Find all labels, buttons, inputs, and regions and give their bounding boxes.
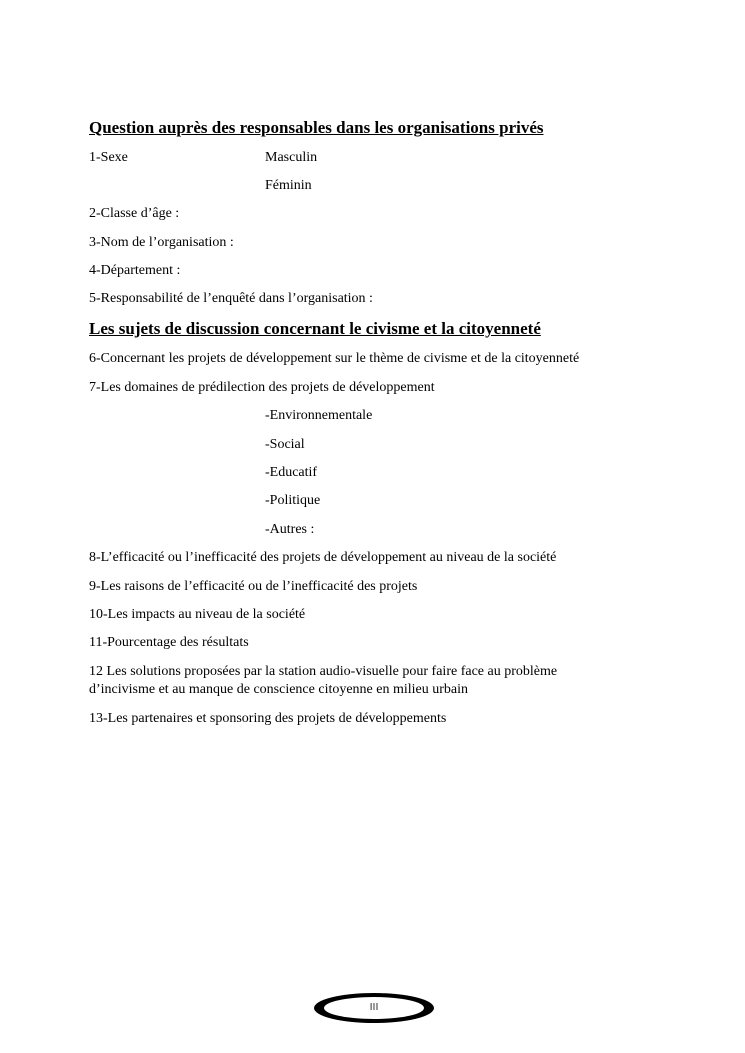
question-4: 4-Département : [89,263,181,278]
question-7-option: -Social [265,437,305,452]
question-12-line-1: 12 Les solutions proposées par la station audio-visuelle pour faire face au problème [89,664,558,679]
question-7-option: -Politique [265,493,321,508]
question-10: 10-Les impacts au niveau de la société [89,607,306,622]
question-6: 6-Concernant les projets de développement sur le thème de civisme et de la citoyenneté [89,351,580,366]
question-1-option-feminin: Féminin [265,178,312,193]
question-13: 13-Les partenaires et sponsoring des projets de développements [89,711,447,726]
question-7: 7-Les domaines de prédilection des projets de développement [89,380,435,395]
question-1-label: 1-Sexe [89,150,128,165]
question-12-line-2: d’incivisme et au manque de conscience citoyenne en milieu urbain [89,682,469,697]
heading-civisme-citoyennete: Les sujets de discussion concernant le civisme et la citoyenneté [89,319,541,338]
question-11: 11-Pourcentage des résultats [89,635,249,650]
question-7-option: -Autres : [265,522,315,537]
question-5: 5-Responsabilité de l’enquêté dans l’organisation : [89,291,373,306]
page-number: III [369,1002,379,1013]
page-number-badge [312,990,436,1026]
question-1-option-masculin: Masculin [265,150,318,165]
question-9: 9-Les raisons de l’efficacité ou de l’inefficacité des projets [89,579,418,594]
question-7-option: -Environnementale [265,408,373,423]
question-8: 8-L’efficacité ou l’inefficacité des projets de développement au niveau de la société [89,550,557,565]
question-2: 2-Classe d’âge : [89,206,180,221]
heading-private-organisations: Question auprès des responsables dans les organisations privés [89,118,544,137]
question-7-option: -Educatif [265,465,318,480]
question-3: 3-Nom de l’organisation : [89,235,234,250]
